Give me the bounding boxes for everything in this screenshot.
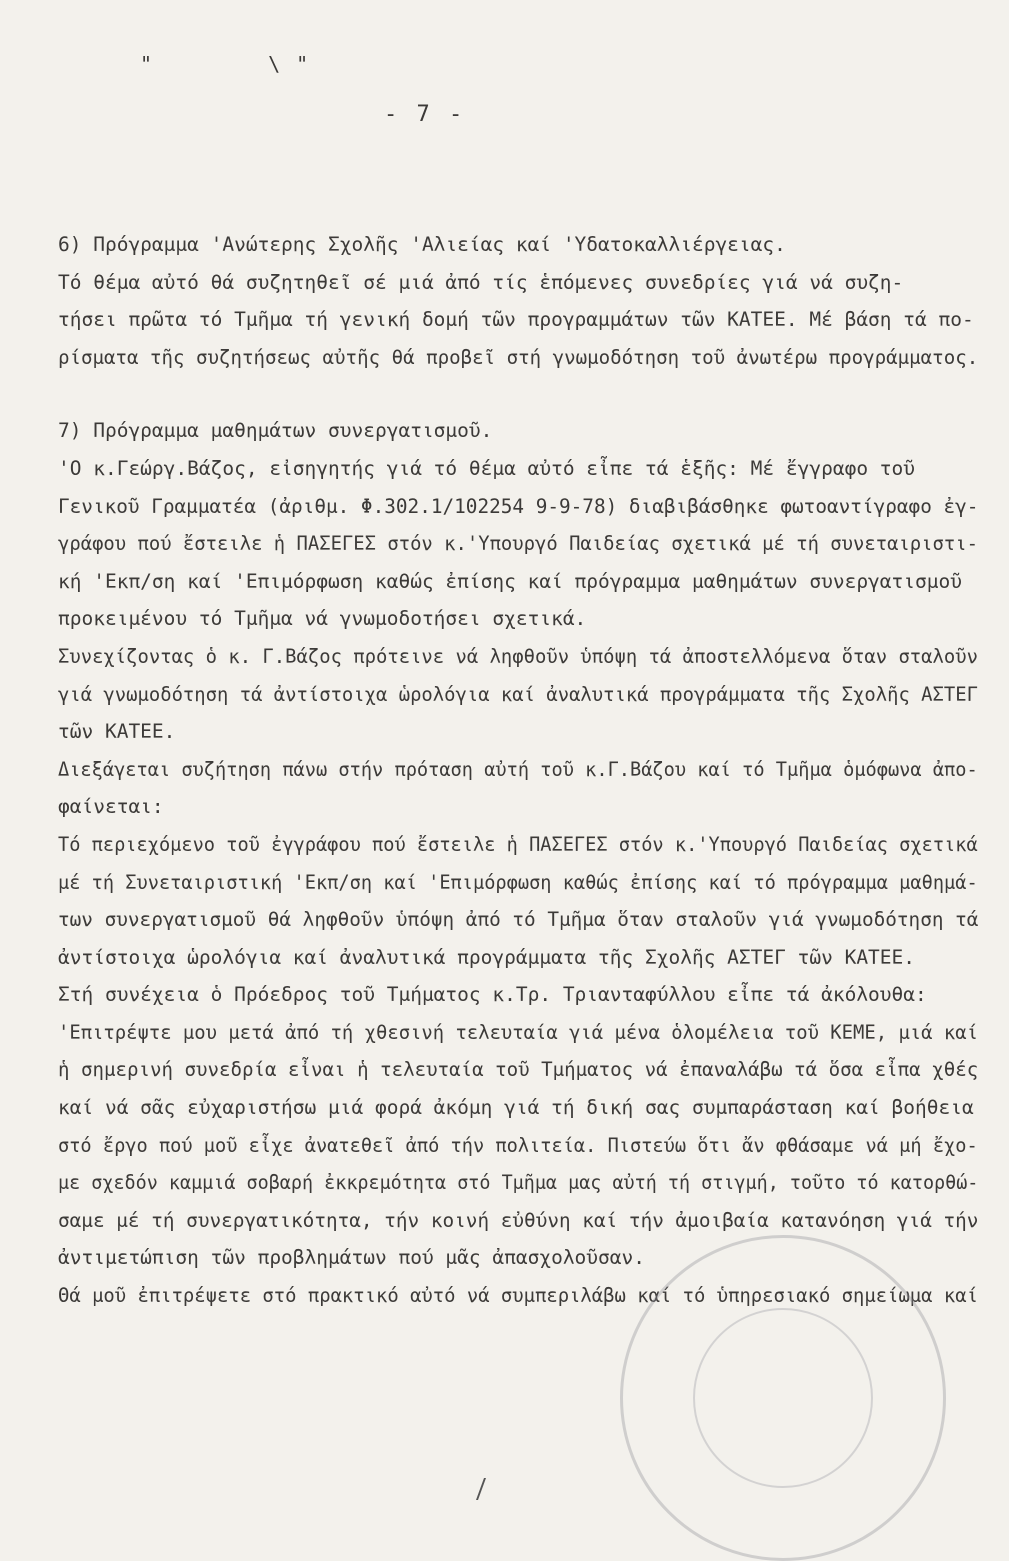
text-line: στό ἔργο πού μοῦ εἶχε ἀνατεθεῖ ἀπό τήν πολιτεία. Πιστεύω ὅτι ἄν φθάσαμε νά μή ἔχο- [58, 1133, 978, 1157]
text-line: 6) Πρόγραμμα 'Ανώτερης Σχολῆς 'Αλιείας καί 'Υδατοκαλλιέργειας. [58, 233, 786, 256]
text-line: γιά γνωμοδότηση τά ἀντίστοιχα ὡρολόγια καί ἀναλυτικά προγράμματα τῆς Σχολῆς ΑΣΤΕΓ [58, 682, 978, 706]
text-line: 'Ο κ.Γεώργ.Βάζος, εἰσηγητής γιά τό θέμα αὐτό εἶπε τά ἑξῆς: Μέ ἔγγραφο τοῦ [58, 456, 916, 480]
text-line: κή 'Εκπ/ση καί 'Επιμόρφωση καθώς ἐπίσης καί πρόγραμμα μαθημάτων συνεργατισμοῦ [58, 569, 962, 593]
text-line: Θά μοῦ ἐπιτρέψετε στό πρακτικό αὐτό νά συμπεριλάβω καί τό ὑπηρεσιακό σημείωμα καί [58, 1284, 978, 1308]
text-line: Στή συνέχεια ὁ Πρόεδρος τοῦ Τμήματος κ.Τρ. Τριανταφύλλου εἶπε τά ἀκόλουθα: [58, 983, 927, 1007]
text-line: με σχεδόν καμμιά σοβαρή ἐκκρεμότητα στό Τμῆμα μας αὐτή τή στιγμή, τοῦτο τό κατορθώ- [58, 1171, 979, 1195]
official-stamp [620, 1235, 946, 1561]
pen-mark [476, 1478, 500, 1500]
text-line: ρίσματα τῆς συζητήσεως αὐτῆς θά προβεῖ στή γνωμοδότηση τοῦ ἀνωτέρω προγράμματος. [58, 345, 979, 369]
text-line: 'Επιτρέψτε μου μετά ἀπό τή χθεσινή τελευταία γιά μένα ὁλομέλεια τοῦ ΚΕΜΕ, μιά καί [58, 1020, 978, 1044]
text-line: Συνεχίζοντας ὁ κ. Γ.Βάζος πρότεινε νά ληφθοῦν ὑπόψη τά ἀποστελλόμενα ὅταν σταλοῦν [58, 644, 978, 668]
page-number: - 7 - [384, 102, 466, 127]
text-line: τῶν ΚΑΤΕΕ. [58, 720, 176, 744]
text-line: ἀντιμετώπιση τῶν προβλημάτων πού μᾶς ἀπασχολοῦσαν. [58, 1246, 645, 1270]
text-line: Τό περιεχόμενο τοῦ ἐγγράφου πού ἔστειλε ἡ ΠΑΣΕΓΕΣ στόν κ.'Υπουργό Παιδείας σχετικά [58, 832, 978, 856]
text-line: ἀντίστοιχα ὡρολόγια καί ἀναλυτικά προγράμματα τῆς Σχολῆς ΑΣΤΕΓ τῶν ΚΑΤΕΕ. [58, 945, 916, 969]
text-line: των συνεργατισμοῦ θά ληφθοῦν ὑπόψη ἀπό τό Τμῆμα ὅταν σταλοῦν γιά γνωμοδότηση τά [58, 908, 979, 932]
text-line: μέ τή Συνεταιριστική 'Εκπ/ση καί 'Επιμόρφωση καθώς ἐπίσης καί τό πρόγραμμα μαθημά- [58, 870, 978, 894]
text-line: φαίνεται: [58, 795, 164, 819]
stamp-inner-ring [693, 1308, 873, 1488]
text-line: Τό θέμα αὐτό θά συζητηθεῖ σέ μιά ἀπό τίς ἑπόμενες συνεδρίες γιά νά συζη- [58, 270, 904, 294]
text-line: Γενικοῦ Γραμματέα (ἀριθμ. Φ.302.1/102254 9-9-78) διαβιβάσθηκε φωτοαντίγραφο ἐγ- [58, 494, 979, 518]
text-line: ἡ σημερινή συνεδρία εἶναι ἡ τελευταία τοῦ Τμήματος νά ἐπαναλάβω τά ὅσα εἶπα χθές [58, 1058, 979, 1082]
text-line: 7) Πρόγραμμα μαθημάτων συνεργατισμοῦ. [58, 419, 493, 443]
document-body [58, 226, 978, 1315]
text-line: σαμε μέ τή συνεργατικότητα, τήν κοινή εὐθύνη καί τήν ἀμοιβαία κατανόηση γιά τήν [58, 1208, 979, 1232]
text-line: γράφου πού ἔστειλε ἡ ΠΑΣΕΓΕΣ στόν κ.'Υπουργό Παιδείας σχετικά μέ τή συνεταιριστι- [58, 532, 978, 556]
text-line: τήσει πρῶτα τό Τμῆμα τή γενική δομή τῶν προγραμμάτων τῶν ΚΑΤΕΕ. Μέ βάση τά πο- [58, 308, 974, 332]
text-line: καί νά σᾶς εὐχαριστήσω μιά φορά ἀκόμη γιά τή δική σας συμπαράσταση καί βοήθεια [58, 1096, 974, 1120]
text-line: Διεξάγεται συζήτηση πάνω στήν πρόταση αὐτή τοῦ κ.Γ.Βάζου καί τό Τμῆμα ὁμόφωνα ἀπο- [58, 757, 978, 781]
header-marks [140, 52, 410, 76]
header-mark: \ " [268, 52, 311, 76]
header-mark: " [140, 52, 155, 76]
text-line: προκειμένου τό Τμῆμα νά γνωμοδοτήσει σχετικά. [58, 607, 587, 631]
